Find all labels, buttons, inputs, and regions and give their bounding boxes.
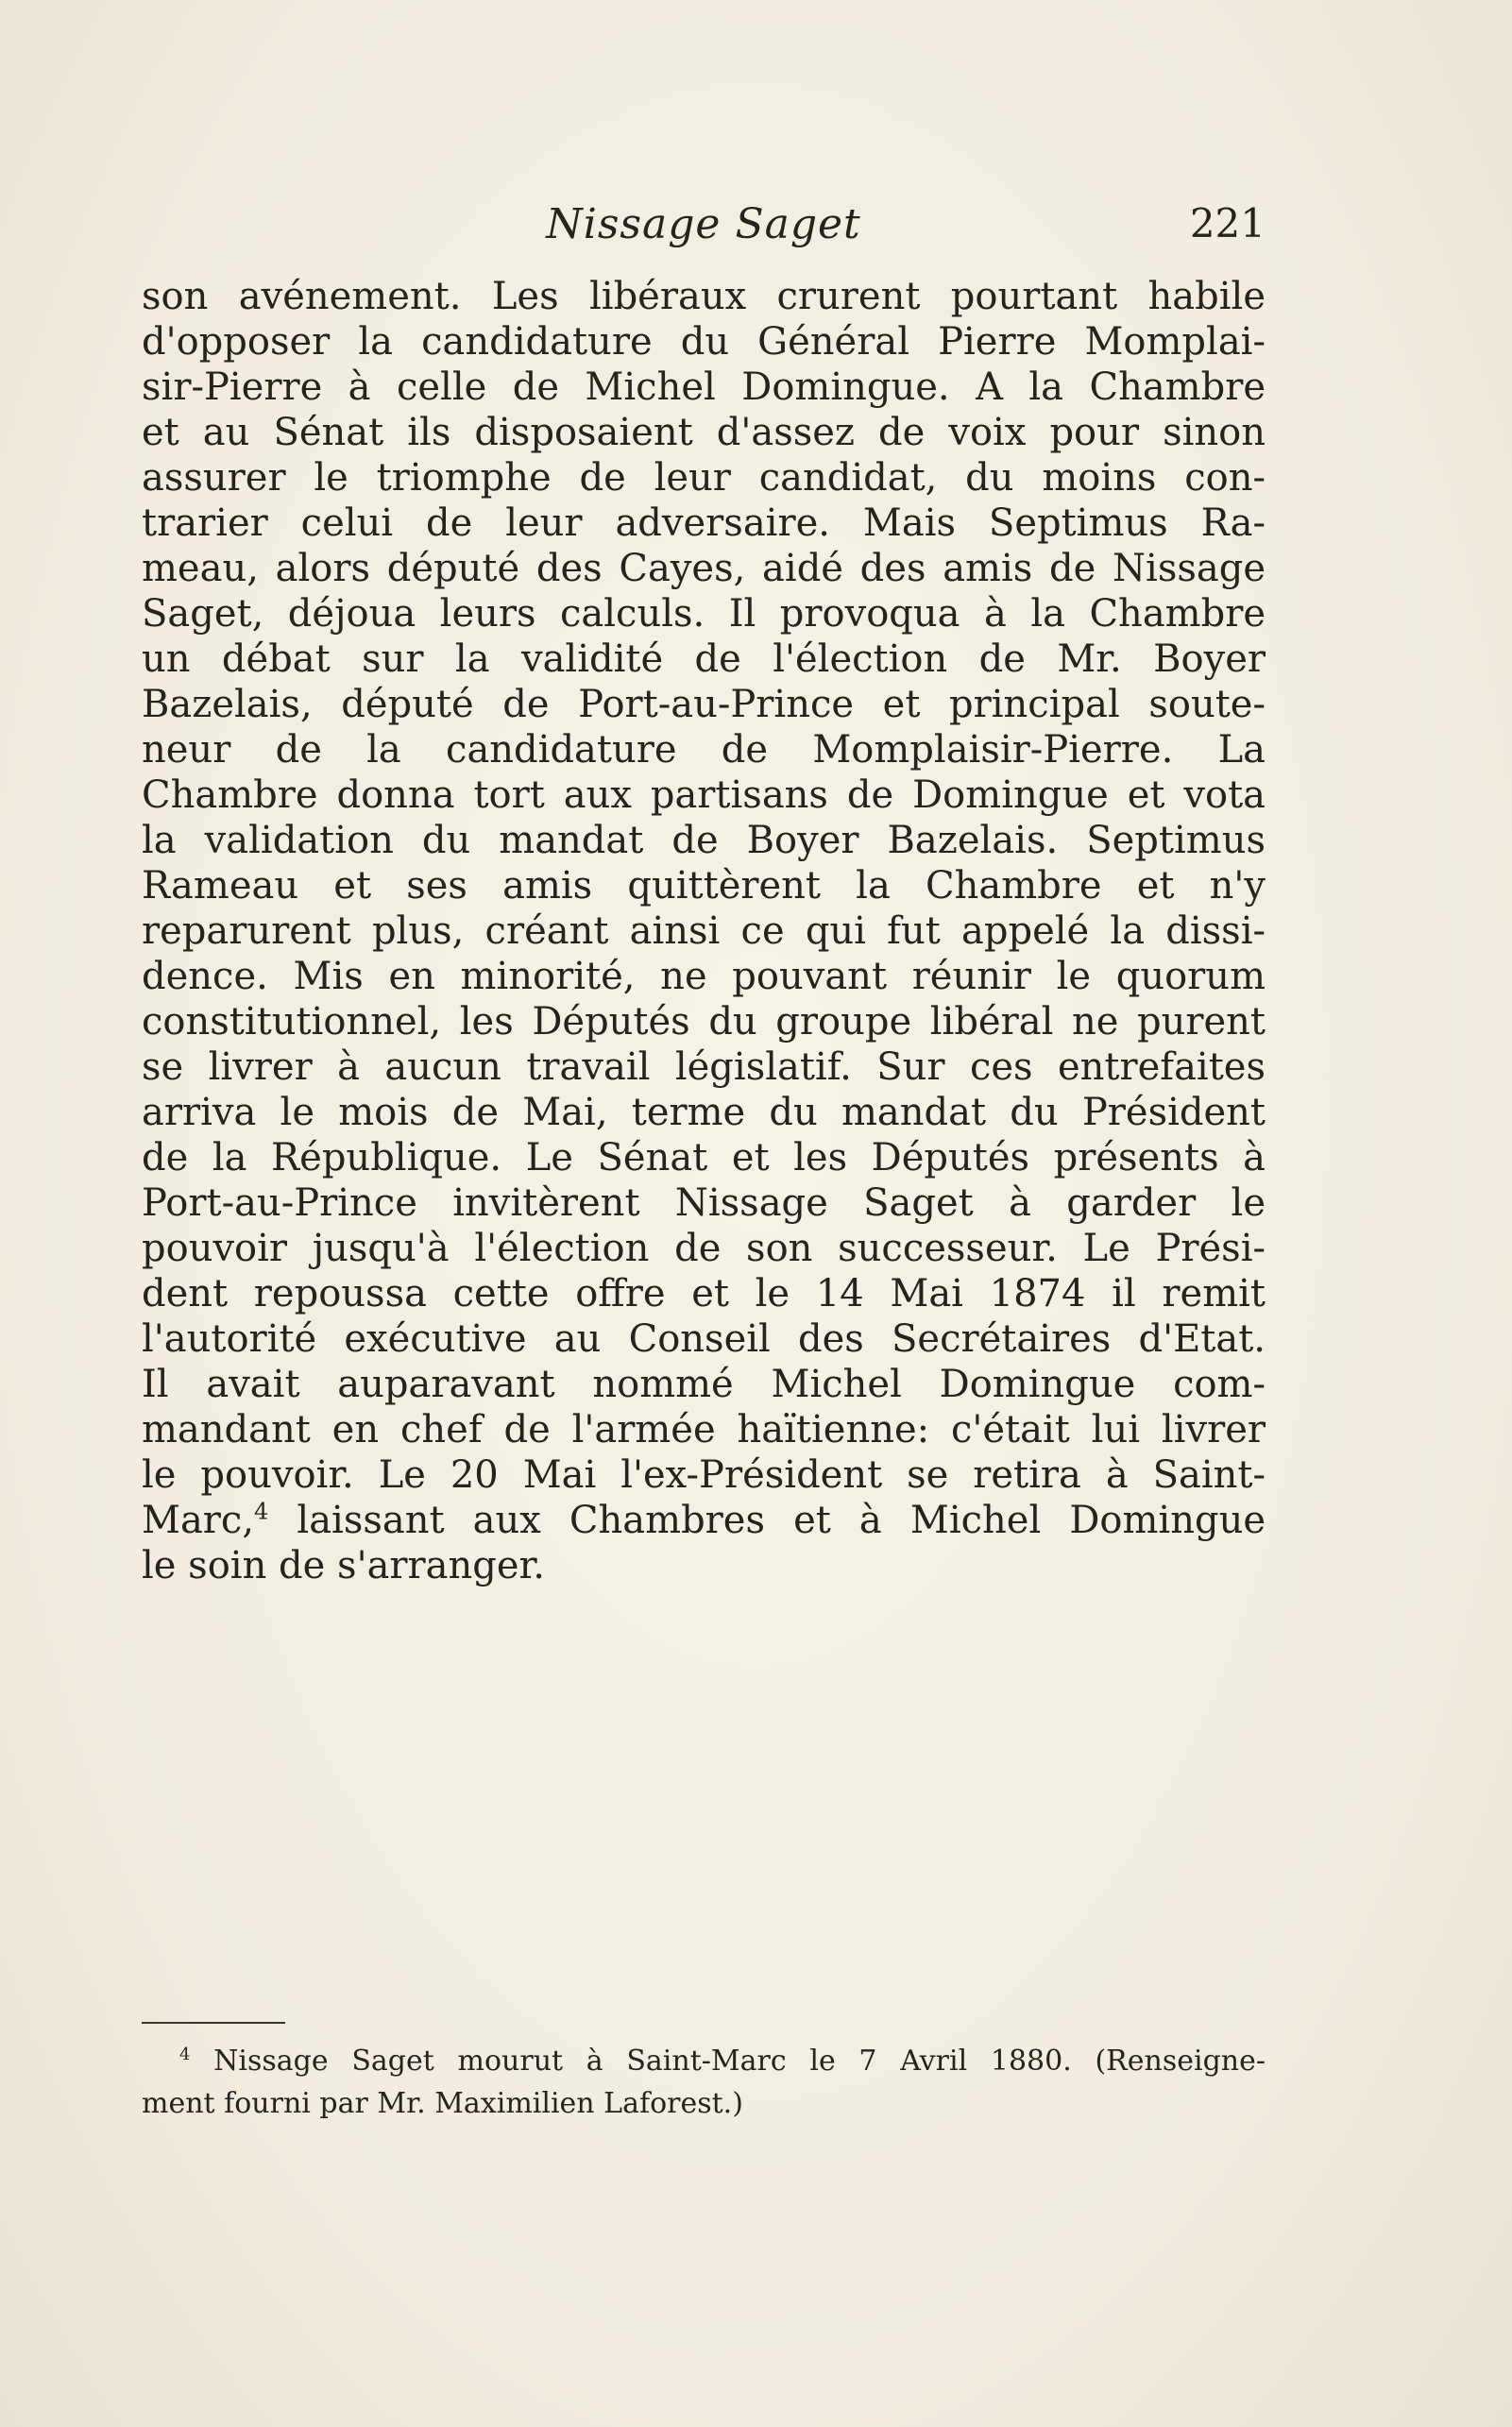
footnote-reference-marker: 4	[254, 1498, 269, 1525]
page-number: 221	[1189, 200, 1266, 246]
body-line: d'opposer la candidature du Général Pierre Momplai-	[142, 320, 1266, 364]
body-line: Saget, déjoua leurs calculs. Il provoqua à la Chambre	[142, 592, 1266, 636]
body-line: meau, alors député des Cayes, aidé des amis de Nissage	[142, 547, 1266, 590]
body-line: l'autorité exécutive au Conseil des Secrétaires d'Etat.	[142, 1317, 1266, 1361]
body-line: le pouvoir. Le 20 Mai l'ex-Président se retira à Saint-	[142, 1453, 1266, 1497]
body-line-last: le soin de s'arranger.	[142, 1544, 545, 1587]
footnote-line	[142, 2040, 1266, 2082]
body-line: la validation du mandat de Boyer Bazelais. Septimus	[142, 819, 1266, 862]
body-line: Rameau et ses amis quittèrent la Chambre et n'y	[142, 864, 1266, 908]
body-line: un débat sur la validité de l'élection de Mr. Boyer	[142, 637, 1266, 681]
running-title: Nissage Saget	[546, 200, 861, 248]
footnote-divider	[142, 2022, 285, 2024]
body-line: dence. Mis en minorité, ne pouvant réunir le quorum	[142, 955, 1266, 998]
footnote-text: Nissage Saget mourut à Saint-Marc le 7 Avril 1880. (Renseigne-	[190, 2045, 1266, 2078]
body-line: neur de la candidature de Momplaisir-Pierre. La	[142, 728, 1266, 772]
footnote-marker: 4	[179, 2045, 191, 2064]
body-line: son avénement. Les libéraux crurent pourtant habile	[142, 275, 1266, 318]
body-line: Il avait auparavant nommé Michel Domingue com-	[142, 1363, 1266, 1406]
body-line: reparurent plus, créant ainsi ce qui fut appelé la dissi-	[142, 909, 1266, 953]
body-line: et au Sénat ils disposaient d'assez de voix pour sinon	[142, 411, 1266, 454]
body-line: se livrer à aucun travail législatif. Sur ces entrefaites	[142, 1045, 1266, 1089]
body-line: Bazelais, député de Port-au-Prince et principal soute-	[142, 683, 1266, 726]
body-line: pouvoir jusqu'à l'élection de son successeur. Le Prési-	[142, 1227, 1266, 1270]
footnote-line: ment fourni par Mr. Maximilien Laforest.)	[142, 2087, 743, 2120]
body-line: Port-au-Prince invitèrent Nissage Saget à garder le	[142, 1181, 1266, 1225]
body-line: Chambre donna tort aux partisans de Domingue et vota	[142, 773, 1266, 817]
body-text-segment: laissant aux Chambres et à Michel Domingue	[268, 1499, 1266, 1542]
body-text-segment: Marc,	[142, 1499, 255, 1542]
page-header	[142, 200, 1266, 261]
footnote	[142, 2040, 1266, 2125]
body-line: trarier celui de leur adversaire. Mais Septimus Ra-	[142, 501, 1266, 545]
body-line-footnote-ref	[142, 1498, 1266, 1543]
body-line: arriva le mois de Mai, terme du mandat du Président	[142, 1091, 1266, 1134]
body-line: de la République. Le Sénat et les Députés présents à	[142, 1136, 1266, 1180]
body-line: sir-Pierre à celle de Michel Domingue. A la Chambre	[142, 365, 1266, 409]
body-line: constitutionnel, les Députés du groupe libéral ne purent	[142, 1000, 1266, 1044]
body-line: dent repoussa cette offre et le 14 Mai 1874 il remit	[142, 1272, 1266, 1315]
body-line: assurer le triomphe de leur candidat, du moins con-	[142, 456, 1266, 500]
body-line: mandant en chef de l'armée haïtienne: c'était lui livrer	[142, 1408, 1266, 1451]
body-paragraph	[142, 274, 1266, 1588]
